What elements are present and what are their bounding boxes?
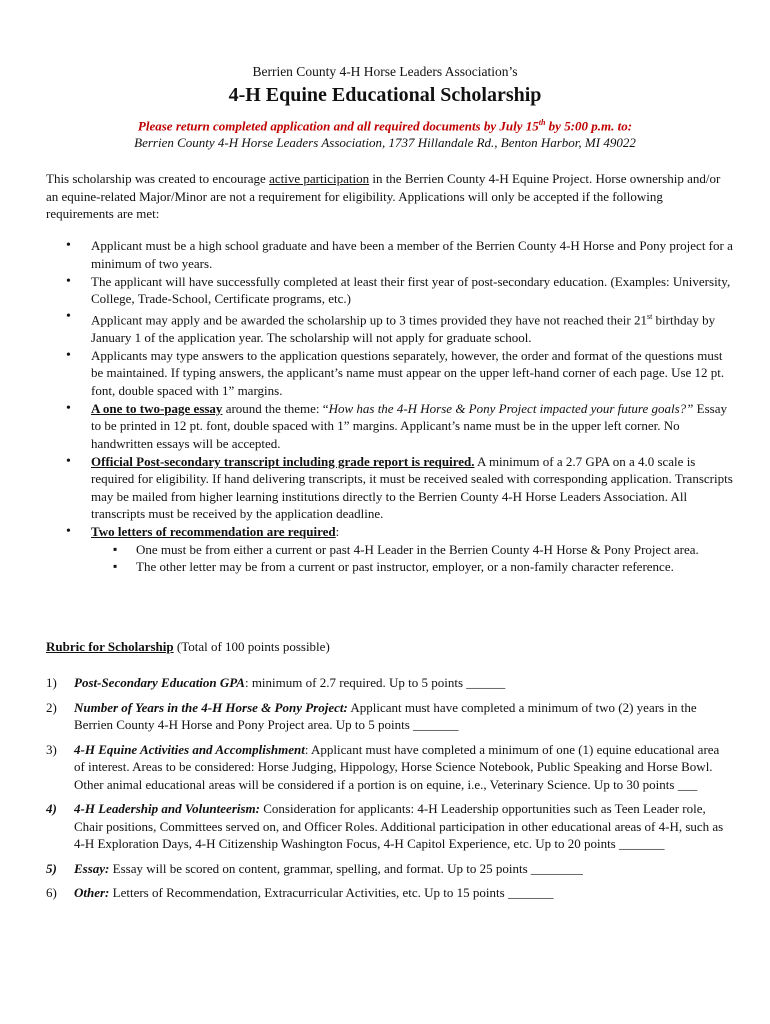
- requirement-item: [46, 237, 736, 272]
- rubric-list: [46, 674, 726, 909]
- rubric-heading: [46, 639, 330, 655]
- rubric-title: Rubric for Scholarship: [46, 639, 174, 654]
- rubric-item: [46, 860, 726, 878]
- requirement-text: The applicant will have successfully completed at least their first year of post-secondary education. (Examples: University, College, Trade-School, Certificate programs, etc.): [91, 273, 731, 306]
- intro-after: in the Berrien County 4-H Equine Project. Horse ownership and/or an equine-related Major/Minor are not a requirement for eligibility. Applications will only be accepted if the following requirements are met:: [46, 171, 721, 221]
- essay-theme: How has the 4-H Horse & Pony Project impacted your future goals?”: [328, 400, 694, 416]
- recommendation-text: One must be from either a current or past 4-H Leader in the Berrien County 4-H Horse & Pony Project area.: [136, 541, 699, 557]
- rubric-text: Consideration for applicants: 4-H Leadership opportunities such as Teen Leader role, Chair positions, Committees served on, and Officer Roles. Additional participation in other educational areas of 4-H, such as 4-H Exploration Days, 4-H Citizenship Washington Focus, 4-H Capitol Experience, etc. Up to 20 points _______: [74, 801, 724, 851]
- requirement-item: [46, 308, 736, 346]
- requirements-list: [46, 237, 736, 576]
- rubric-item: [46, 800, 726, 853]
- rubric-label: Other:: [74, 885, 110, 900]
- rubric-text: Applicant must have completed a minimum of one (1) equine educational area of interest. Areas to be considered: Horse Judging, Hippology, Horse Science Notebook, Public Speaking and Horse Bowl. Other animal educational areas will be considered if a portion is on equine, i.e., Veterinary Science. Up to 30 points ___: [74, 741, 720, 792]
- requirement-text: Applicants may type answers to the application questions separately, however, the order and format of the questions must be maintained. If typing answers, the applicant’s name must appear on the upper left-hand corner of each page. Use 12 pt. font, double spaced with 1” margins.: [91, 347, 725, 398]
- rubric-label: 4-H Leadership and Volunteerism:: [74, 801, 260, 816]
- requirement-item: [46, 347, 736, 400]
- requirement-text: Essay to be printed in 12 pt. font, double spaced with 1” margins. Applicant’s name must be in the upper left corner. No handwritten essays will be accepted.: [91, 400, 727, 451]
- intro-paragraph: [46, 170, 726, 223]
- requirement-text: birthday by January 1 of the application year. The scholarship will not apply for graduate school.: [91, 312, 716, 345]
- rubric-number: 3): [46, 741, 57, 757]
- requirement-text: A minimum of a 2.7 GPA on a 4.0 scale is required for eligibility. If hand delivering transcripts, it must be received sealed with corresponding application. Transcripts may be mailed from higher learning institutions directly to the Berrien County 4-H Horse Leaders Association. All transcripts must be received by the application deadline.: [91, 453, 733, 522]
- recommendation-text: The other letter may be from a current or past instructor, employer, or a non-family character reference.: [136, 559, 674, 575]
- transcript-requirement-heading: Official Post-secondary transcript including grade report is required.: [91, 453, 475, 469]
- rubric-number: 2): [46, 699, 57, 715]
- rubric-number: 4): [46, 801, 57, 816]
- requirement-item: [46, 453, 736, 523]
- return-text-end: by 5:00 p.m. to:: [545, 118, 633, 134]
- rubric-item: [46, 884, 726, 902]
- return-text: Please return completed application and all required documents by July 15: [137, 118, 539, 134]
- rubric-sep: :: [304, 741, 309, 757]
- rubric-item: [46, 741, 726, 794]
- rubric-text: minimum of 2.7 required. Up to 5 points ______: [248, 675, 506, 690]
- requirement-text: Applicant must be a high school graduate and have been a member of the Berrien County 4-H Horse and Pony project for a minimum of two years.: [91, 238, 733, 271]
- rubric-item: [46, 674, 726, 692]
- requirement-item: [46, 400, 736, 453]
- rubric-label: Post-Secondary Education GPA: [74, 675, 245, 690]
- intro-before: This scholarship was created to encourage: [46, 171, 270, 186]
- rubric-number: 5): [46, 860, 57, 876]
- recommendation-sublist: [91, 541, 736, 576]
- rubric-text: Essay will be scored on content, grammar, spelling, and format. Up to 25 points ________: [109, 860, 583, 876]
- mailing-address: Berrien County 4-H Horse Leaders Association, 1737 Hillandale Rd., Benton Harbor, MI 49022: [134, 135, 636, 150]
- requirement-sup: st: [646, 312, 653, 321]
- return-sup: th: [538, 118, 546, 127]
- requirement-colon: :: [335, 524, 340, 540]
- organization-name: Berrien County 4-H Horse Leaders Association’s: [252, 64, 518, 79]
- recommendation-requirement-heading: Two letters of recommendation are required: [91, 524, 336, 540]
- requirement-text: around the theme: “: [222, 400, 329, 416]
- rubric-number: 6): [46, 885, 57, 900]
- requirement-item: [46, 273, 736, 308]
- rubric-text: Applicant must have completed a minimum of two (2) years in the Berrien County 4-H Horse and Pony Project area. Up to 5 points _______: [74, 699, 697, 732]
- rubric-label: Number of Years in the 4-H Horse & Pony Project:: [74, 699, 348, 715]
- rubric-number: 1): [46, 675, 57, 690]
- page-title: 4-H Equine Educational Scholarship: [228, 84, 542, 106]
- intro-underlined: active participation: [269, 171, 370, 186]
- return-instructions: [0, 118, 770, 134]
- recommendation-item: [91, 558, 736, 576]
- rubric-note: (Total of 100 points possible): [173, 639, 330, 654]
- rubric-item: [46, 699, 726, 734]
- rubric-sep: :: [244, 675, 249, 690]
- essay-requirement-heading: A one to two-page essay: [91, 400, 223, 416]
- requirement-text: Applicant may apply and be awarded the scholarship up to 3 times provided they have not reached their 21: [91, 312, 647, 328]
- rubric-label: Essay:: [74, 860, 110, 876]
- rubric-label: 4-H Equine Activities and Accomplishment: [74, 741, 305, 757]
- recommendation-item: [91, 541, 736, 559]
- requirement-item: [46, 523, 736, 576]
- rubric-text: Letters of Recommendation, Extracurricular Activities, etc. Up to 15 points _______: [109, 885, 554, 900]
